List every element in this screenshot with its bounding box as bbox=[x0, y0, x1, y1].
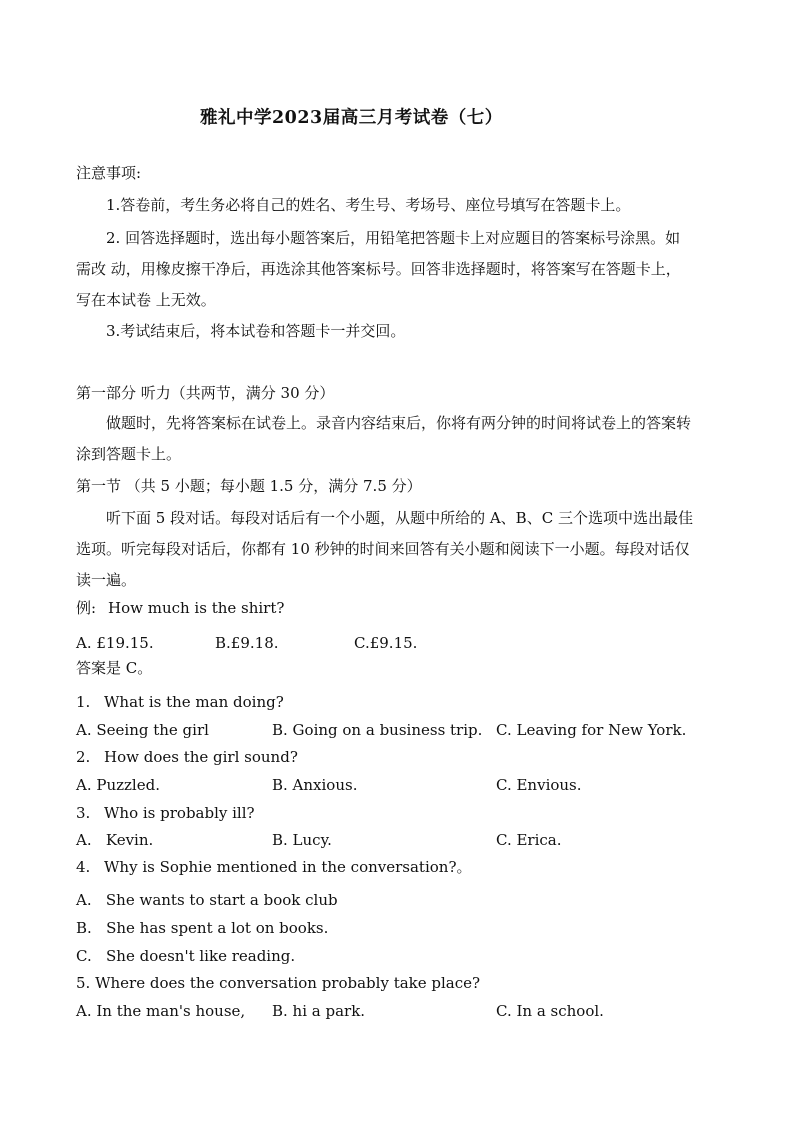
example-option-c: C.£9.15. bbox=[354, 634, 418, 652]
example-answer: 答案是 C。 bbox=[76, 659, 153, 677]
section1-line-2: 选项。听完每段对话后，你都有 10 秒钟的时间来回答有关小题和阅读下一小题。每段对话仅 bbox=[76, 540, 690, 558]
question-4-option-b: B. She has spent a lot on books. bbox=[76, 919, 329, 937]
question-3-text: Who is probably ill? bbox=[104, 804, 255, 822]
question-4-number: 4. bbox=[76, 858, 91, 876]
notice-heading: 注意事项: bbox=[76, 164, 142, 182]
question-2-option-c: C. Envious. bbox=[496, 776, 582, 794]
section1-heading: 第一节 （共 5 小题；每小题 1.5 分，满分 7.5 分） bbox=[76, 477, 422, 495]
example-question: How much is the shirt? bbox=[108, 599, 285, 617]
part1-intro-line-1: 做题时，先将答案标在试卷上。录音内容结束后，你将有两分钟的时间将试卷上的答案转 bbox=[106, 414, 692, 432]
question-1-option-a: A. Seeing the girl bbox=[76, 721, 209, 739]
question-4-text: Why is Sophie mentioned in the conversation?。 bbox=[104, 858, 472, 876]
question-1-option-b: B. Going on a business trip. bbox=[272, 721, 483, 739]
page-title: 雅礼中学2023届高三月考试卷（七） bbox=[200, 108, 503, 128]
question-2-text: How does the girl sound? bbox=[104, 748, 298, 766]
question-1-text: What is the man doing? bbox=[104, 693, 284, 711]
question-4-option-c: C. She doesn't like reading. bbox=[76, 947, 296, 965]
question-5-option-c: C. In a school. bbox=[496, 1002, 604, 1020]
example-option-b: B.£9.18. bbox=[215, 634, 279, 652]
question-1-option-c: C. Leaving for New York. bbox=[496, 721, 687, 739]
section1-line-1: 听下面 5 段对话。每段对话后有一个小题，从题中所给的 A、B、C 三个选项中选出最佳 bbox=[106, 509, 693, 527]
part1-intro-line-2: 涂到答题卡上。 bbox=[76, 445, 182, 463]
question-2-number: 2. bbox=[76, 748, 91, 766]
notice-item-2-line-2: 需改 动，用橡皮擦干净后，再选涂其他答案标号。回答非选择题时，将答案写在答题卡上， bbox=[76, 260, 681, 278]
notice-item-2-line-1: 2. 回答选择题时，选出每小题答案后，用铅笔把答题卡上对应题目的答案标号涂黑。如 bbox=[106, 229, 681, 247]
notice-item-3: 3.考试结束后，将本试卷和答题卡一并交回。 bbox=[106, 322, 406, 340]
question-5-text: 5. Where does the conversation probably take place? bbox=[76, 974, 481, 992]
question-5-option-a: A. In the man's house, bbox=[76, 1002, 246, 1020]
question-5-option-b: B. hi a park. bbox=[272, 1002, 366, 1020]
question-2-option-b: B. Anxious. bbox=[272, 776, 358, 794]
part1-heading: 第一部分 听力（共两节，满分 30 分） bbox=[76, 384, 335, 402]
question-3-number: 3. bbox=[76, 804, 91, 822]
question-2-option-a: A. Puzzled. bbox=[76, 776, 160, 794]
question-1-number: 1. bbox=[76, 693, 91, 711]
question-4-option-a: A. She wants to start a book club bbox=[76, 891, 338, 909]
section1-line-3: 读一遍。 bbox=[76, 571, 137, 589]
notice-item-1: 1.答卷前，考生务必将自己的姓名、考生号、考场号、座位号填写在答题卡上。 bbox=[106, 196, 631, 214]
example-label: 例: bbox=[76, 599, 97, 617]
question-3-option-b: B. Lucy. bbox=[272, 831, 332, 849]
example-option-a: A. £19.15. bbox=[76, 634, 154, 652]
question-3-option-a: A. Kevin. bbox=[76, 831, 154, 849]
question-3-option-c: C. Erica. bbox=[496, 831, 562, 849]
notice-item-2-line-3: 写在本试卷 上无效。 bbox=[76, 291, 216, 309]
